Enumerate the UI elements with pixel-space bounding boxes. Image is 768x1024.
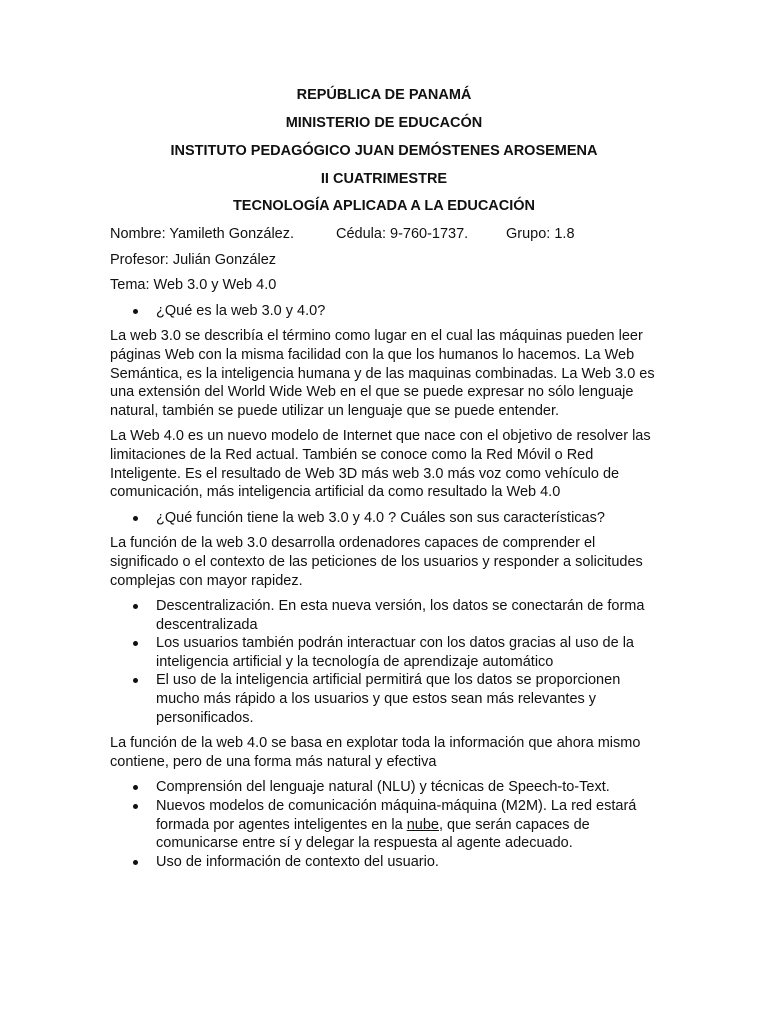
student-info-row <box>110 225 658 244</box>
web4-feature-list <box>110 778 658 871</box>
list-item: El uso de la inteligencia artificial permitirá que los datos se proporcionen mucho más rápido a los usuarios y que estos sean más relevantes y personificados. <box>110 671 658 727</box>
paragraph-web4-function: La función de la web 4.0 se basa en explotar toda la información que ahora mismo contiene, pero de una forma más natural y efectiva <box>110 735 641 770</box>
list-item: Uso de información de contexto del usuario. <box>110 853 658 872</box>
paragraph-web3-definition: La web 3.0 se describía el término como lugar en el cual las máquinas pueden leer páginas Web con la misma facilidad con la que los humanos lo hacemos. La Web Semántica, es la inteligencia humana y de las maquinas combinadas. La Web 3.0 es una extensión del World Wide Web en el que se puede expresar no sólo lenguaje natural, también se puede utilizar un lenguaje que se puede entender. <box>110 328 655 419</box>
question-1: ¿Qué es la web 3.0 y 4.0? <box>110 302 658 321</box>
document-body <box>110 225 658 878</box>
list-item-text: Nuevos modelos de comunicación máquina-máquina (M2M). La red estará formada por agentes inteligentes en la <box>156 798 637 833</box>
list-item: Descentralización. En esta nueva versión, los datos se conectarán de forma descentralizada <box>110 597 658 634</box>
list-item: Los usuarios también podrán interactuar con los datos gracias al uso de la inteligencia artificial y la tecnología de aprendizaje automático <box>110 634 658 671</box>
topic-row <box>110 276 658 295</box>
nube-link[interactable]: nube <box>406 816 439 833</box>
question-list-1 <box>110 302 658 321</box>
heading-ministry: MINISTERIO DE EDUCACÓN <box>285 115 483 131</box>
list-item <box>110 797 658 853</box>
paragraph-web4-definition: La Web 4.0 es un nuevo modelo de Internet que nace con el objetivo de resolver las limitaciones de la Red actual. También se conoce como la Red Móvil o Red Inteligente. Es el resultado de Web 3D más web 3.0 más voz como vehículo de comunicación, más inteligencia artificial da como resultado la Web 4.0 <box>110 428 651 501</box>
student-group: Grupo: 1.8 <box>506 226 575 242</box>
heading-course: TECNOLOGÍA APLICADA A LA EDUCACIÓN <box>232 198 536 214</box>
paragraph-web3-function: La función de la web 3.0 desarrolla ordenadores capaces de comprender el significado o el contexto de las peticiones de los usuarios y responder a solicitudes complejas con mayor rapidez. <box>110 535 643 589</box>
list-item: Comprensión del lenguaje natural (NLU) y técnicas de Speech-to-Text. <box>110 778 658 797</box>
student-name: Nombre: Yamileth González. <box>110 226 295 242</box>
heading-country: REPÚBLICA DE PANAMÁ <box>296 87 472 103</box>
teacher-name: Profesor: Julián González <box>110 251 277 268</box>
topic: Tema: Web 3.0 y Web 4.0 <box>110 277 277 294</box>
teacher-row <box>110 251 658 270</box>
web3-feature-list <box>110 597 658 727</box>
heading-term: II CUATRIMESTRE <box>320 171 448 187</box>
list-item-text: , que serán capaces de comunicarse entre sí y delegar la respuesta al agente adecuado. <box>156 816 590 852</box>
student-id: Cédula: 9-760-1737. <box>336 226 469 242</box>
question-list-2 <box>110 509 658 528</box>
heading-institute: INSTITUTO PEDAGÓGICO JUAN DEMÓSTENES AROSEMENA <box>170 143 598 159</box>
question-2: ¿Qué función tiene la web 3.0 y 4.0 ? Cuáles son sus características? <box>110 509 658 528</box>
